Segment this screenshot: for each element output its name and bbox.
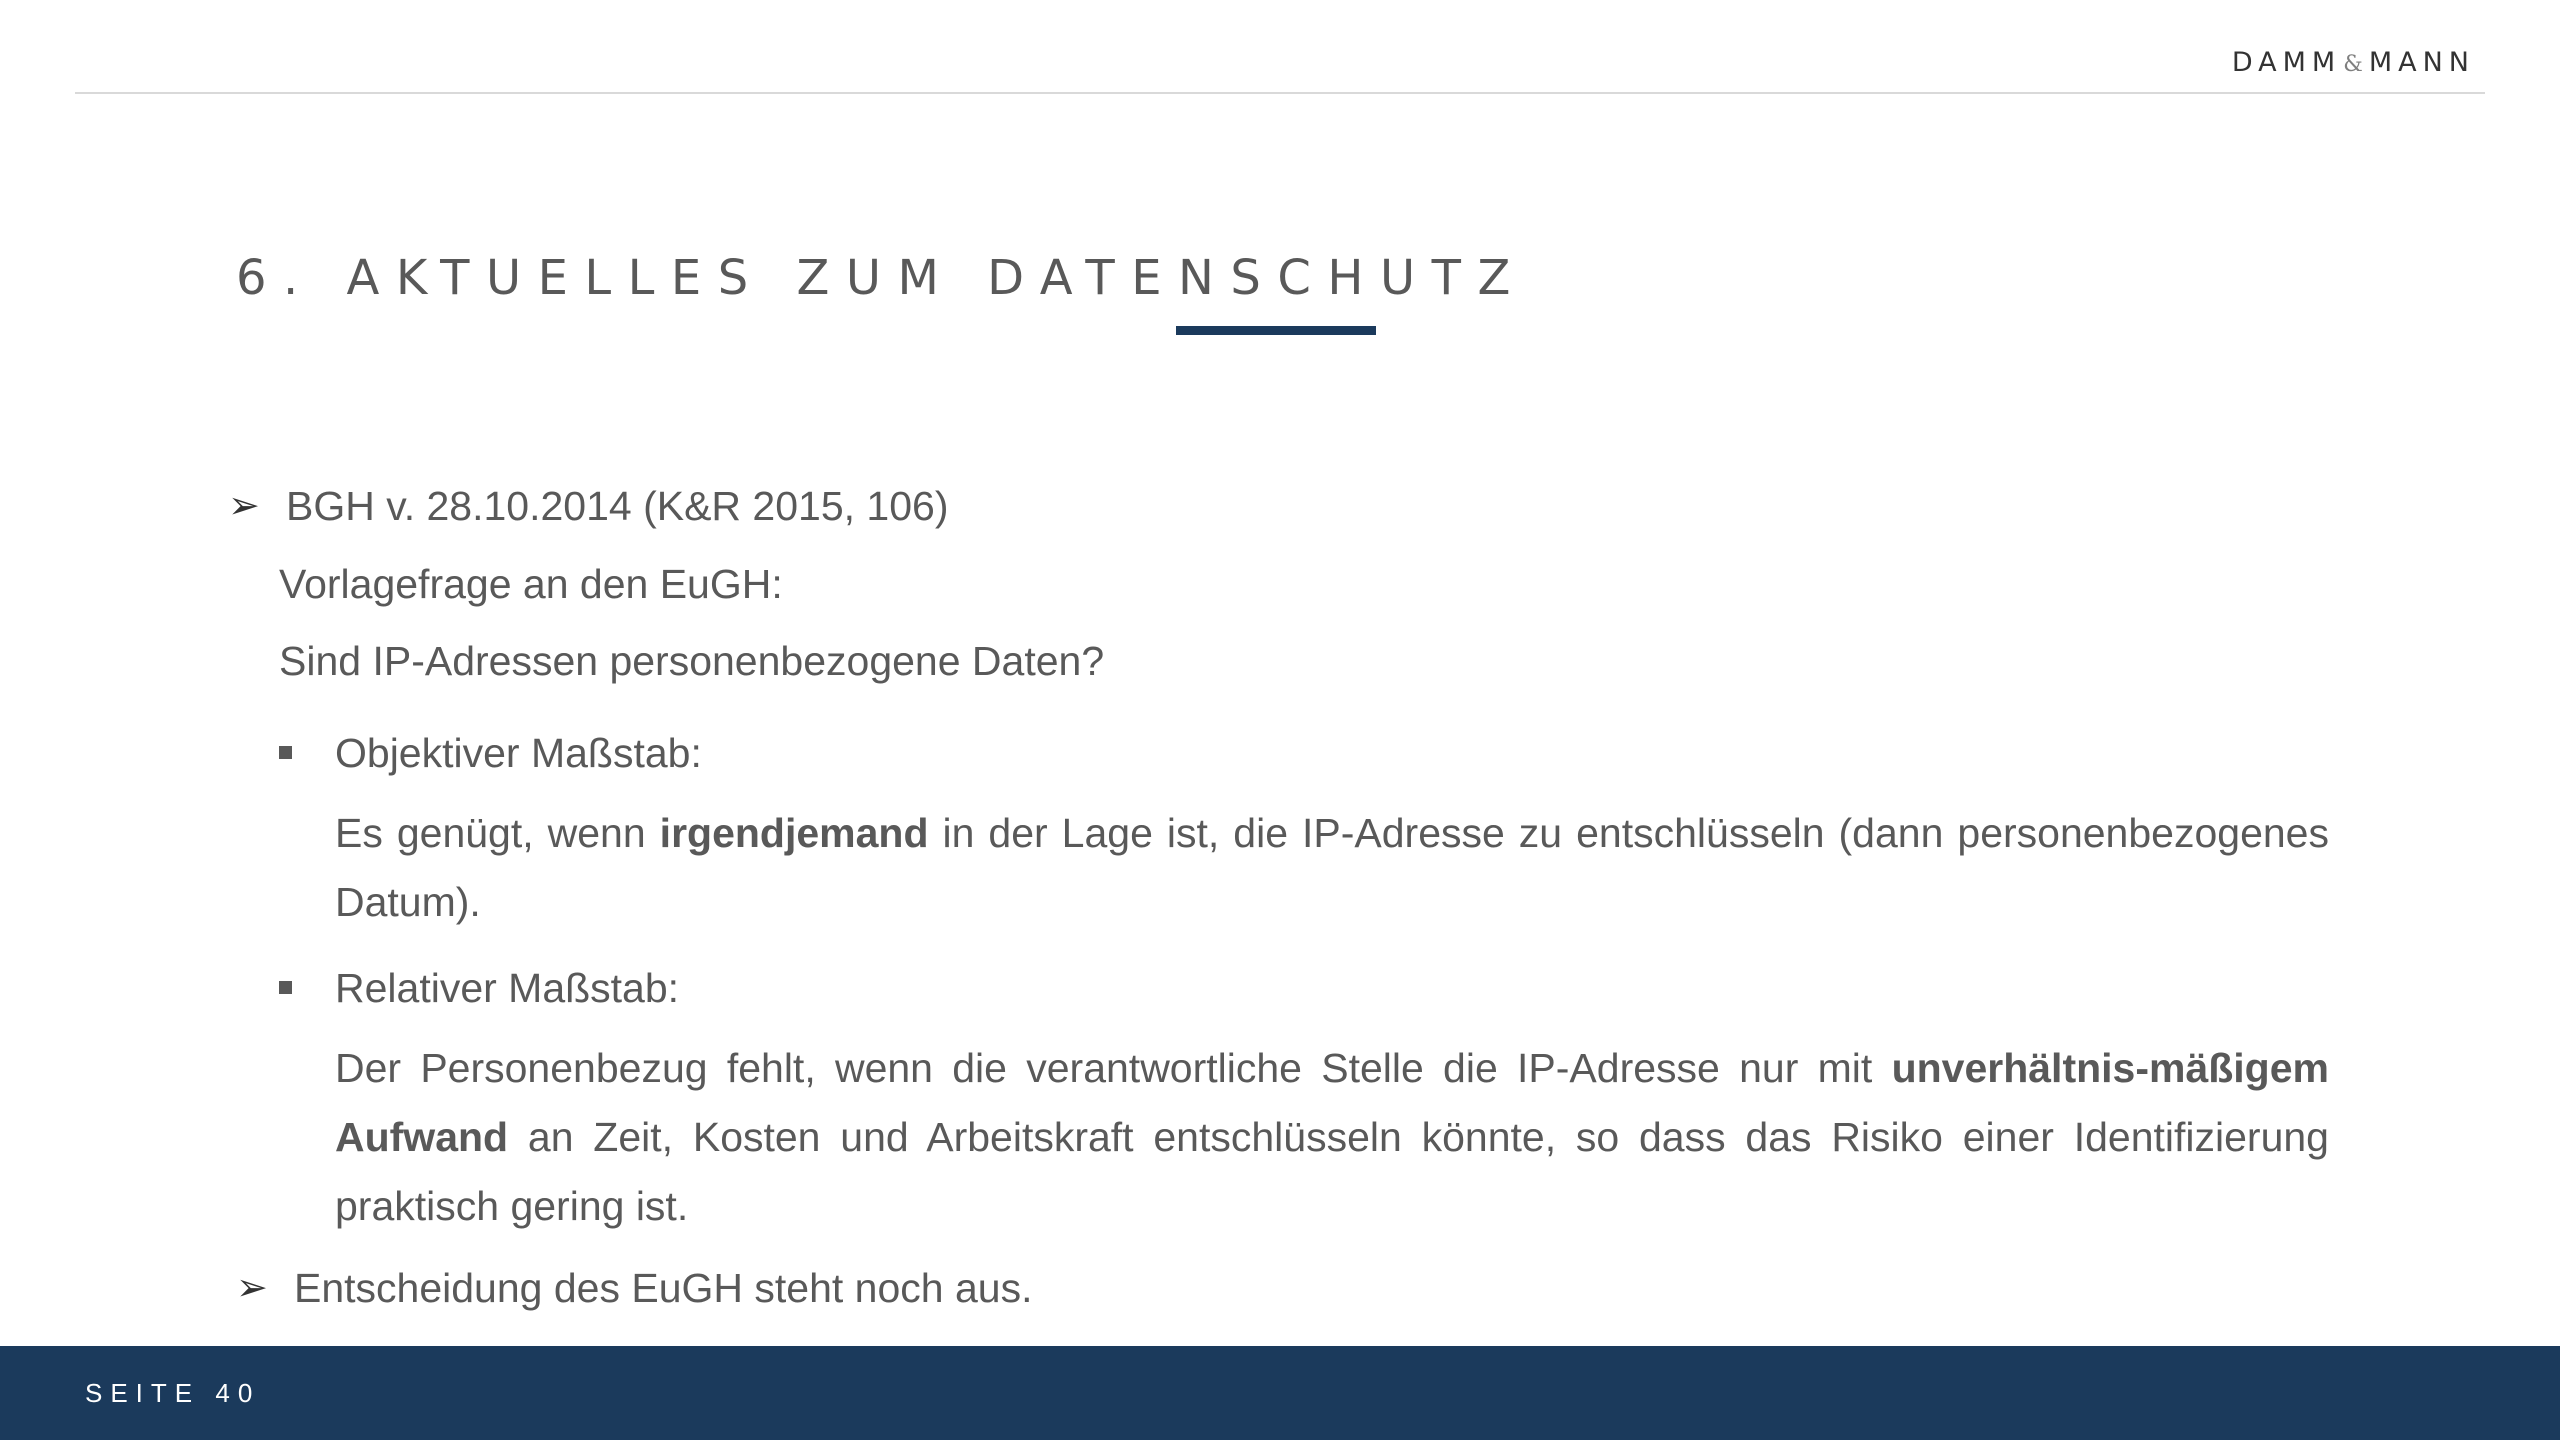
relative-explanation xyxy=(335,1034,2329,1241)
page-number: SEITE 40 xyxy=(85,1378,261,1408)
objective-explanation xyxy=(335,799,2329,937)
objective-text-bold: irgendjemand xyxy=(659,810,929,856)
square-bullet-icon xyxy=(279,981,292,994)
sub-bullet-relative-label: Relativer Maßstab: xyxy=(335,965,680,1011)
square-bullet-icon xyxy=(279,746,292,759)
bullet-bgh-ruling: BGH v. 28.10.2014 (K&R 2015, 106) xyxy=(286,483,949,529)
question-intro: Vorlagefrage an den EuGH: xyxy=(279,561,783,607)
logo-word-left: DAMM xyxy=(2231,47,2342,78)
bullet-eugh-pending: Entscheidung des EuGH steht noch aus. xyxy=(294,1265,1033,1311)
relative-text-bold: unverhältnis-mäßigem Aufwand xyxy=(335,1045,2329,1160)
arrow-bullet-icon: ➢ xyxy=(228,485,260,527)
footer-bar xyxy=(0,1346,2560,1440)
slide-title: 6. AKTUELLES ZUM DATENSCHUTZ xyxy=(236,250,1527,306)
relative-text-start: Der Personenbezug fehlt, wenn die verantwortliche Stelle die IP-Adresse nur mit xyxy=(335,1045,1892,1091)
objective-text-end: in der Lage ist, die IP-Adresse zu entschlüsseln (dann personenbezogenes Datum). xyxy=(335,810,2329,925)
question-text: Sind IP-Adressen personenbezogene Daten? xyxy=(279,638,1105,684)
logo-word-right: MANN xyxy=(2368,47,2475,78)
relative-text-end: an Zeit, Kosten und Arbeitskraft entschlüsseln könnte, so dass das Risiko einer Identifizierung praktisch gering ist. xyxy=(335,1114,2329,1229)
logo-ampersand: & xyxy=(2343,52,2367,77)
objective-text-start: Es genügt, wenn xyxy=(335,810,660,856)
arrow-bullet-icon: ➢ xyxy=(236,1267,268,1309)
sub-bullet-objective-label: Objektiver Maßstab: xyxy=(335,730,702,776)
